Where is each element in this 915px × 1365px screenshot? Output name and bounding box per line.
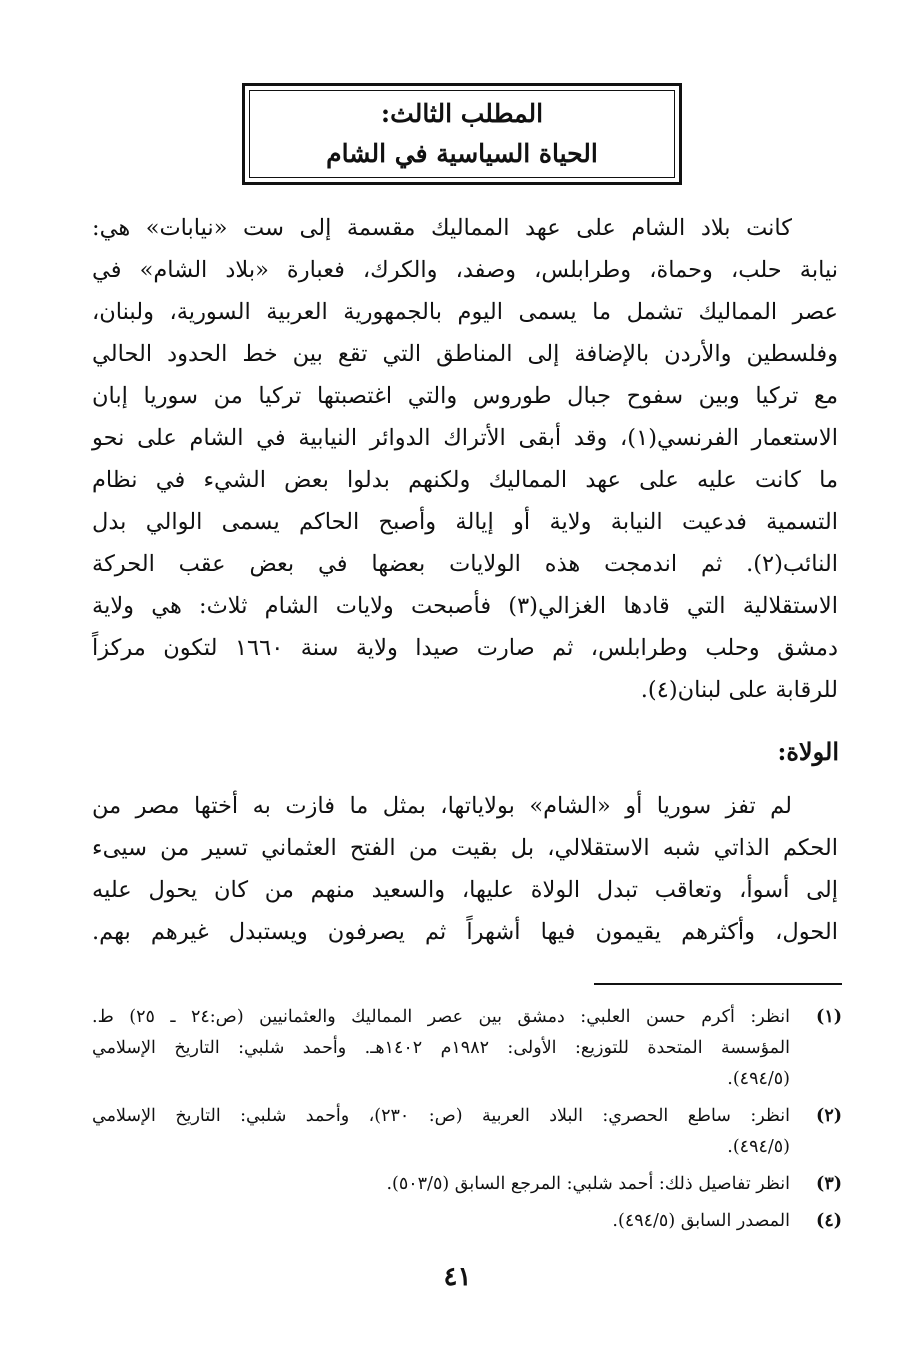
text-line: الحكم الذاتي شبه الاستقلالي، بل بقيت من الفتح العثماني تسير من سيىء [92, 835, 838, 861]
footnote-number: (٤) [816, 1211, 842, 1231]
section-title-line-1: المطلب الثالث: [380, 99, 544, 128]
footnote-text [92, 1169, 790, 1200]
text-line: ما كانت عليه على عهد المماليك ولكنهم بدلوا بعض الشيء في نظام [92, 467, 838, 493]
footnote-item [92, 1002, 842, 1095]
footnote-line: انظر: ساطع الحصري: البلاد العربية (ص: ٢٣٠)، وأحمد شلبي: التاريخ الإسلامي [92, 1106, 790, 1126]
footnote-number: (٢) [816, 1106, 842, 1126]
footnote-line: انظر تفاصيل ذلك: أحمد شلبي: المرجع السابق (٥٠٣/٥). [386, 1174, 790, 1194]
footnote-text [92, 1002, 790, 1095]
text-line: عصر المماليك تشمل ما يسمى اليوم بالجمهورية العربية السورية، ولبنان، [92, 299, 838, 325]
footnote-line: انظر: أكرم حسن العلبي: دمشق بين عصر المماليك والعثمانيين (ص:٢٤ ـ ٢٥) ط. [92, 1007, 790, 1027]
footnotes [92, 1002, 842, 1243]
text-line: مع تركيا وبين سفوح جبال طوروس والتي اغتصبتها تركيا من سوريا إبان [92, 383, 838, 409]
text-line: كانت بلاد الشام على عهد المماليك مقسمة إلى ست «نيابات» هي: [92, 215, 792, 241]
footnote-item [92, 1206, 842, 1237]
page-number: ٤١ [443, 1262, 472, 1292]
section-title-line-2: الحياة السياسية في الشام [326, 139, 598, 168]
footnote-separator [594, 983, 842, 985]
paragraph-walat [92, 785, 838, 953]
text-line: التسمية فدعيت النيابة ولاية أو إيالة وأصبح الحاكم يسمى الوالي بدل [92, 509, 838, 535]
footnote-line: (٤٩٤/٥). [727, 1137, 790, 1157]
footnote-text [92, 1101, 790, 1163]
footnote-item [92, 1169, 842, 1200]
paragraph-nyabat [92, 207, 838, 711]
footnote-text [92, 1206, 790, 1237]
footnote-line: المصدر السابق (٤٩٤/٥). [612, 1211, 790, 1231]
text-line: الاستعمار الفرنسي(١)، وقد أبقى الأتراك الدوائر النيابية في الشام على نحو [92, 425, 838, 451]
text-line: وفلسطين والأردن بالإضافة إلى المناطق التي تقع بين خط الحدود الحالي [92, 341, 838, 367]
footnote-line: المؤسسة المتحدة للتوزيع: الأولى: ١٩٨٢م ١٤٠٢هـ. وأحمد شلبي: التاريخ الإسلامي [92, 1038, 790, 1058]
text-line: إلى أسوأ، وتعاقب تبدل الولاة عليها، والسعيد منهم من كان يحول عليه [92, 877, 838, 903]
footnote-number: (١) [816, 1007, 842, 1027]
text-line: نيابة حلب، وحماة، وطرابلس، وصفد، والكرك، فعبارة «بلاد الشام» في [92, 257, 838, 283]
footnote-line: (٤٩٤/٥). [727, 1069, 790, 1089]
text-line: لم تفز سوريا أو «الشام» بولاياتها، بمثل ما فازت به أختها مصر من [92, 793, 792, 819]
text-line: دمشق وحلب وطرابلس، ثم صارت صيدا ولاية سنة ١٦٦٠ لتكون مركزاً [92, 635, 838, 661]
text-line: الحول، وأكثرهم يقيمون فيها أشهراً ثم يصرفون ويستبدل غيرهم بهم. [92, 919, 838, 945]
text-line: للرقابة على لبنان(٤). [640, 677, 838, 703]
section-title-box [242, 83, 682, 185]
section-heading-walat: الولاة: [777, 737, 839, 766]
section-title-inner-frame [249, 90, 675, 178]
footnote-item [92, 1101, 842, 1163]
text-line: النائب(٢). ثم اندمجت هذه الولايات بعضها في بعض عقب الحركة [92, 551, 838, 577]
text-line: الاستقلالية التي قادها الغزالي(٣) فأصبحت ولايات الشام ثلاث: هي ولاية [92, 593, 838, 619]
footnote-number: (٣) [816, 1174, 842, 1194]
